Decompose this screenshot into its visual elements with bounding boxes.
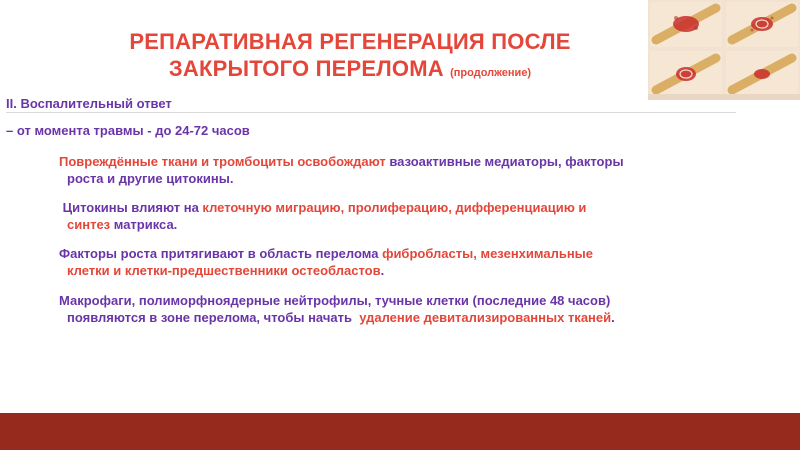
bullet-item-1 (59, 153, 794, 187)
bullet-1-line-2: роста и другие цитокины. (67, 171, 234, 186)
slide-title (40, 28, 660, 87)
bullet-2-red-2: синтез (67, 217, 111, 232)
bullet-4-purple-2: появляются в зоне перелома, чтобы начать (67, 310, 356, 325)
bullet-4-end: . (611, 310, 615, 325)
bullet-2-purple: Цитокины влияют на (59, 200, 203, 215)
phase-timing: – от момента травмы - до 24-72 часов (6, 123, 250, 138)
bullet-2-purple-2: матрикса. (110, 217, 178, 232)
bullet-1-purple: вазоактивные медиаторы, факторы (385, 154, 624, 169)
bullet-4-red: удаление девитализированных тканей (355, 310, 612, 325)
title-line-2 (40, 55, 660, 87)
fracture-stages-illustration (648, 0, 800, 100)
bullet-1-red: Повреждённые ткани и тромбоциты освобождают (59, 154, 386, 169)
bullet-item-2 (59, 199, 794, 233)
bullet-2-line-2 (59, 216, 794, 233)
bullet-3-purple: Факторы роста притягивают в область перелома (59, 246, 383, 261)
bullet-4-line-1: Макрофаги, полиморфноядерные нейтрофилы, тучные клетки (последние 48 часов) (59, 293, 611, 308)
title-line-2-text: ЗАКРЫТОГО ПЕРЕЛОМА (168, 56, 444, 81)
bullet-2-line-1 (59, 199, 794, 216)
bullet-item-4 (59, 292, 794, 326)
bullet-3-line-2 (59, 262, 794, 279)
bullet-2-red: клеточную миграцию, пролиферацию, дифференциацию и (202, 200, 587, 215)
bullet-4-line-2 (59, 309, 794, 326)
phase-heading: II. Воспалительный ответ (6, 96, 172, 111)
bullet-3-end: . (380, 263, 385, 278)
footer-bar (0, 413, 800, 450)
bullet-item-3 (59, 245, 794, 279)
bullet-3-line-1 (59, 245, 794, 262)
title-note: (продолжение) (450, 67, 532, 79)
bullet-1-line-1 (59, 153, 794, 170)
bullet-3-red-2: клетки и клетки-предшественники остеобластов (67, 263, 381, 278)
bullet-3-red: фибробласты, мезенхимальные (382, 246, 594, 261)
title-line-1: РЕПАРАТИВНАЯ РЕГЕНЕРАЦИЯ ПОСЛЕ (129, 29, 571, 54)
title-divider (6, 112, 736, 113)
